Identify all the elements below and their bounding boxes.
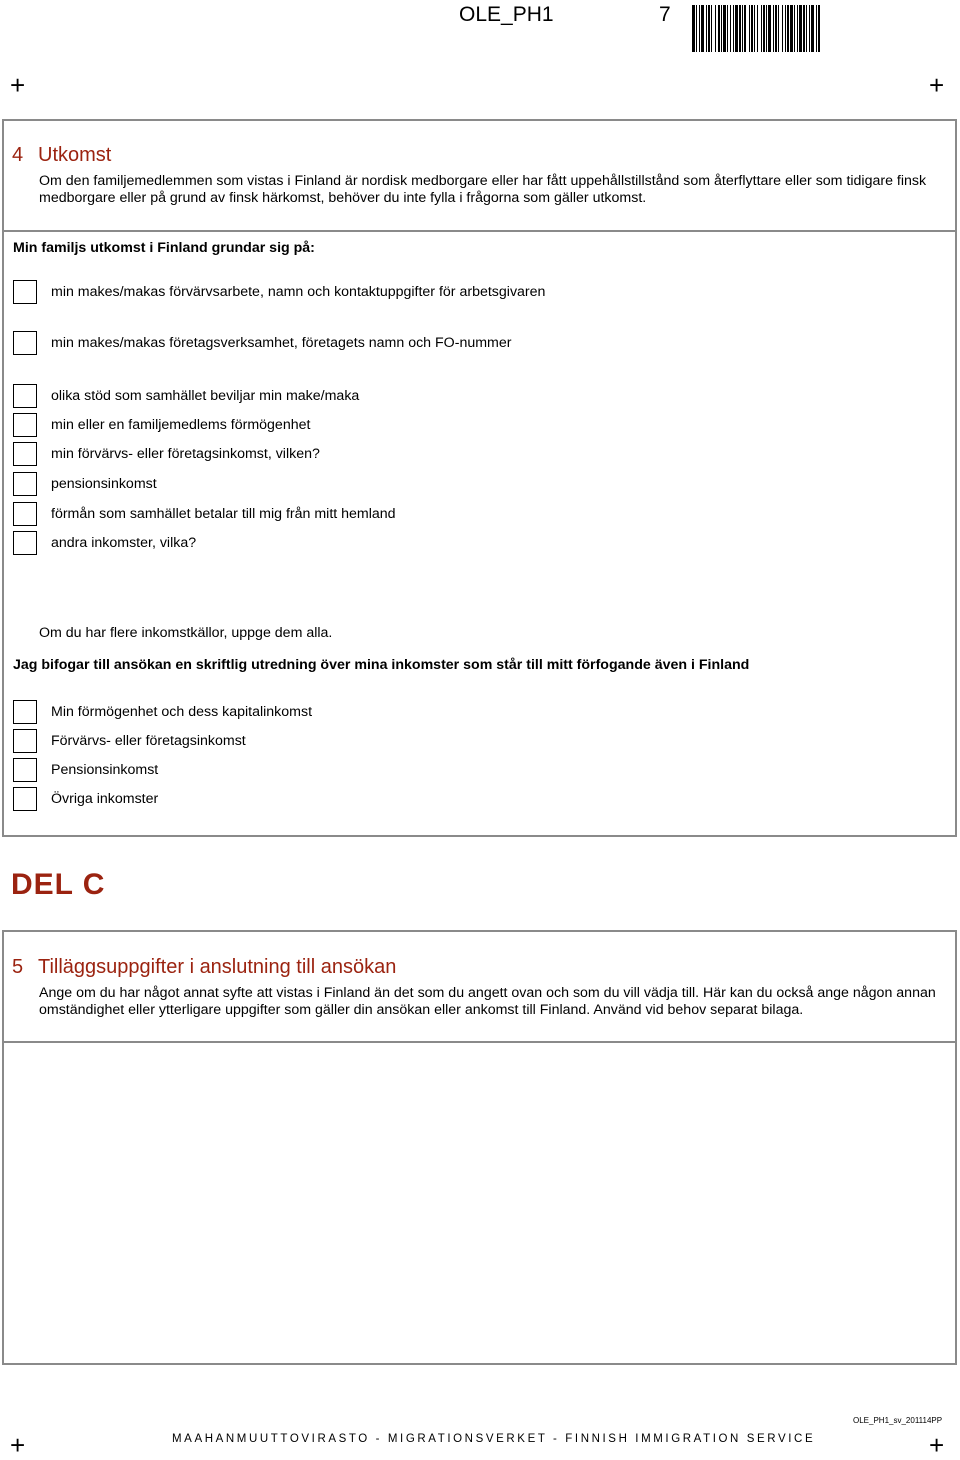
- section-title-text: Utkomst: [38, 144, 112, 166]
- option-label: Övriga inkomster: [51, 791, 159, 807]
- checkbox[interactable]: [13, 413, 37, 437]
- section-4-title: [12, 144, 111, 167]
- form-version-code: OLE_PH1_sv_201114PP: [853, 1416, 943, 1425]
- section-title-text: Tilläggsuppgifter i anslutning till ansökan: [38, 956, 397, 978]
- checkbox[interactable]: [13, 758, 37, 782]
- section-number: 4: [12, 144, 24, 166]
- section-number: 5: [12, 956, 24, 978]
- option-label: min eller en familjemedlems förmögenhet: [51, 417, 311, 433]
- option-label: förmån som samhället betalar till mig från mitt hemland: [51, 506, 396, 522]
- attachment-heading: Jag bifogar till ansökan en skriftlig utredning över mina inkomster som står till mitt förfogande även i Finland: [13, 657, 750, 673]
- checkbox[interactable]: [13, 280, 37, 304]
- option-label: min förvärvs- eller företagsinkomst, vilken?: [51, 446, 320, 462]
- checkbox[interactable]: [13, 442, 37, 466]
- checkbox[interactable]: [13, 700, 37, 724]
- option-label: olika stöd som samhället beviljar min make/maka: [51, 388, 360, 404]
- agency-footer: MAAHANMUUTTOVIRASTO - MIGRATIONSVERKET - FINNISH IMMIGRATION SERVICE: [172, 1433, 816, 1445]
- registration-mark: +: [929, 70, 945, 100]
- registration-mark: +: [10, 1430, 26, 1460]
- registration-mark: +: [10, 70, 26, 100]
- option-label: pensionsinkomst: [51, 476, 157, 492]
- option-label: min makes/makas förvärvsarbete, namn och kontaktuppgifter för arbetsgivaren: [51, 284, 546, 300]
- registration-mark: +: [929, 1430, 945, 1460]
- form-code: OLE_PH1: [459, 3, 554, 26]
- option-label: andra inkomster, vilka?: [51, 535, 197, 551]
- section-5-intro: Ange om du har något annat syfte att vistas i Finland än det som du angett ovan och som du vill vädja till. Här kan du också ange någon annan omständighet eller ytterligare uppgifter som gäller din ansökan eller ankomst till Finland. Använd vid behov separat bilaga.: [39, 985, 936, 1018]
- checkbox[interactable]: [13, 729, 37, 753]
- option-label: Min förmögenhet och dess kapitalinkomst: [51, 704, 313, 720]
- checkbox[interactable]: [13, 787, 37, 811]
- option-label: min makes/makas företagsverksamhet, företagets namn och FO-nummer: [51, 335, 512, 351]
- section-5-title: [12, 956, 396, 979]
- checkbox[interactable]: [13, 384, 37, 408]
- checkbox[interactable]: [13, 531, 37, 555]
- checkbox[interactable]: [13, 331, 37, 355]
- income-question: Min familjs utkomst i Finland grundar sig på:: [13, 240, 315, 256]
- additional-info-field[interactable]: [2, 1041, 957, 1365]
- page-number: 7: [659, 3, 671, 26]
- option-label: Pensionsinkomst: [51, 762, 159, 778]
- checkbox[interactable]: [13, 472, 37, 496]
- section-4-intro: Om den familjemedlemmen som vistas i Finland är nordisk medborgare eller har fått uppehållstillstånd som återflyttare eller som tidigare finsk medborgare eller på grund av finsk härkomst, behöver du inte fylla i frågorna som gäller utkomst.: [39, 173, 927, 206]
- part-heading: DEL C: [11, 868, 106, 901]
- barcode: [692, 5, 944, 52]
- multiple-sources-note: Om du har flere inkomstkällor, uppge dem alla.: [39, 625, 333, 641]
- checkbox[interactable]: [13, 502, 37, 526]
- option-label: Förvärvs- eller företagsinkomst: [51, 733, 246, 749]
